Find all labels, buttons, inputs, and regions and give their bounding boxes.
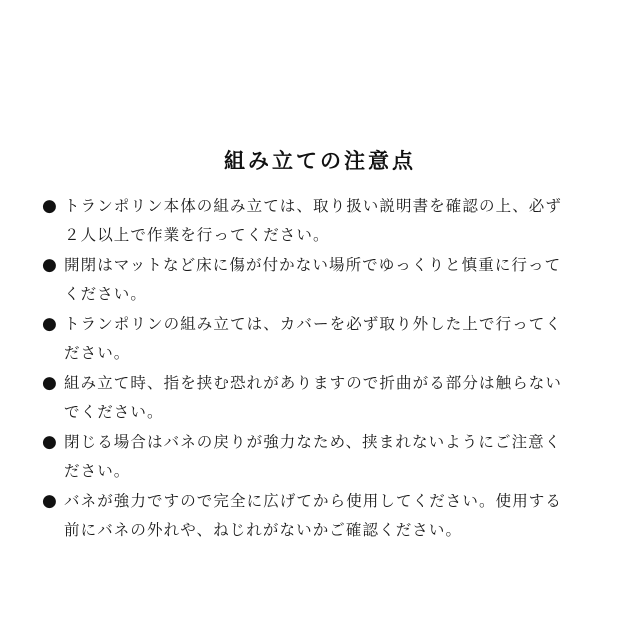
caution-text-line: 閉じる場合はバネの戻りが強力なため、挟まれないようにご注意く	[64, 433, 562, 451]
bullet-icon: ●	[42, 196, 58, 216]
page-title: 組み立ての注意点	[224, 149, 416, 173]
caution-list	[42, 192, 608, 546]
caution-text-line: 組み立て時、指を挟む恐れがありますので折曲がる部分は触らない	[64, 374, 563, 392]
caution-text-line: バネが強力ですので完全に広げてから使用してください。使用する	[64, 492, 563, 510]
bullet-icon: ●	[42, 255, 58, 275]
bullet-icon: ●	[42, 432, 58, 452]
caution-text-line: ください。	[64, 285, 148, 303]
caution-item	[42, 251, 608, 309]
caution-item	[42, 487, 608, 545]
caution-item	[42, 192, 608, 250]
caution-text-line: 開閉はマットなど床に傷が付かない場所でゆっくりと慎重に行って	[64, 256, 562, 274]
caution-text-line: トランポリン本体の組み立ては、取り扱い説明書を確認の上、必ず	[64, 197, 563, 215]
bullet-icon: ●	[42, 491, 58, 511]
caution-text-line: ださい。	[64, 344, 131, 362]
caution-text-line: でください。	[64, 403, 164, 421]
caution-text-line: トランポリンの組み立ては、カバーを必ず取り外した上で行ってく	[64, 315, 563, 333]
caution-text-line: 前にバネの外れや、ねじれがないかご確認ください。	[64, 521, 463, 539]
caution-text-line: ださい。	[64, 462, 131, 480]
caution-text-line: ２人以上で作業を行ってください。	[64, 226, 330, 244]
caution-item	[42, 310, 608, 368]
caution-item	[42, 369, 608, 427]
bullet-icon: ●	[42, 373, 58, 393]
bullet-icon: ●	[42, 314, 58, 334]
caution-item	[42, 428, 608, 486]
